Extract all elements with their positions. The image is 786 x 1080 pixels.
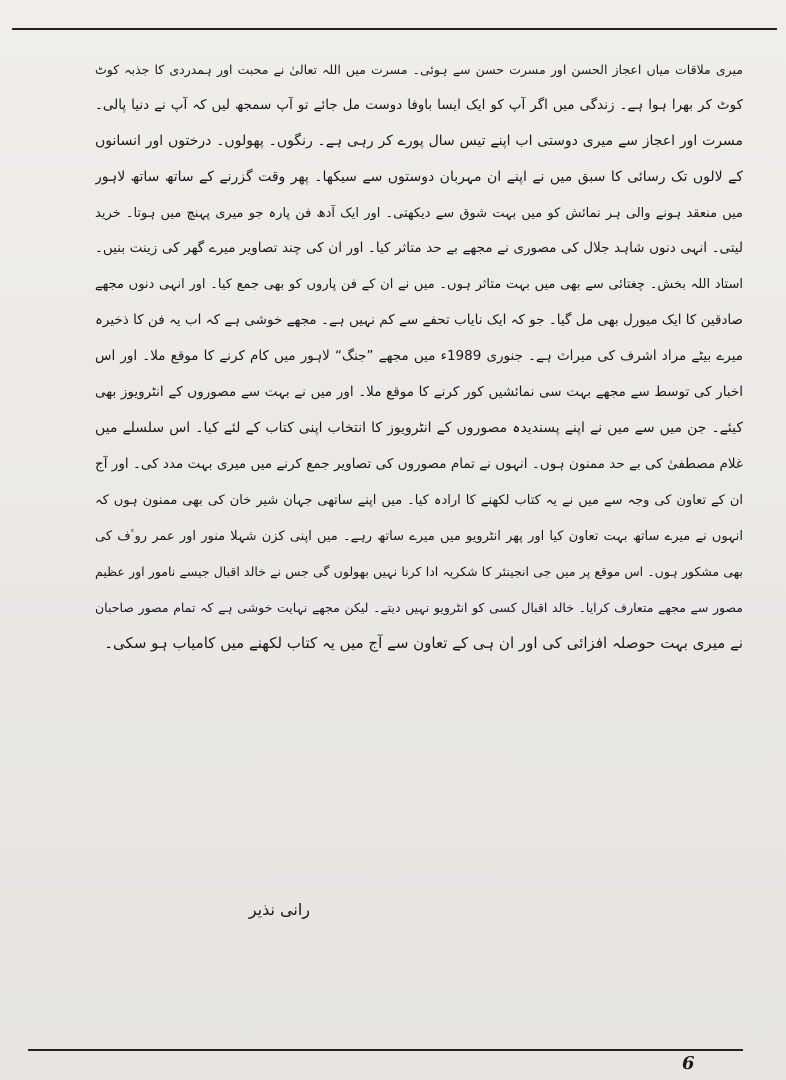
paragraph-line: مصور سے مجھے متعارف کرایا۔ خالد اقبال کسی کو انٹرویو نہیں دیتے۔ لیکن مجھے نہایت خوشی ہے کہ تمام مصور صاحبان — [95, 600, 743, 616]
paragraph-line: بھی مشکور ہوں۔ اس موقع پر میں جی انجینئر کا شکریہ ادا کرنا نہیں بھولوں گی جس نے خالد اقبال جیسے نامور اور عظیم — [95, 564, 743, 580]
paragraph-line: انہوں نے میرے ساتھ بہت تعاون کیا اور پھر انٹرویو میں میرے ساتھ رہے۔ میں اپنی کزن شہلا منور اور عمر روٴف کی — [95, 528, 743, 544]
paragraph-line: لیتی۔ انہی دنوں شاہد جلال کی مصوری نے مجھے بے حد متاثر کیا۔ اور ان کی چند تصاویر میرے گھر کی زینت بنیں۔ — [95, 240, 743, 257]
paragraph-line-last: نے میری بہت حوصلہ افزائی کی اور ان ہی کے تعاون سے آج میں یہ کتاب لکھنے میں کامیاب ہو سکی۔ — [104, 634, 743, 653]
paragraph-line: کوٹ کر بھرا ہوا ہے۔ زندگی میں اگر آپ کو ایک ایسا باوفا دوست مل جائے تو آپ سمجھ لیں کہ آپ نے دنیا پالی۔ — [95, 96, 743, 113]
paragraph-line: میری ملاقات میاں اعجاز الحسن اور مسرت حسن سے ہوئی۔ مسرت میں اللہ تعالیٰ نے محبت اور ہمدردی کا جذبہ کوٹ — [95, 62, 743, 77]
paragraph-line: کے لالوں تک رسائی کا سبق میں نے اپنے ان مہربان دوستوں سے سیکھا۔ پھر وقت گزرنے کے ساتھ ساتھ لاہور — [95, 168, 743, 185]
paragraph-line: مسرت اور اعجاز سے میری دوستی اب اپنے تیس سال پورے کر رہی ہے۔ رنگوں۔ پھولوں۔ درختوں اور انسانوں — [95, 132, 743, 149]
body-paragraph — [95, 52, 743, 662]
top-rule — [12, 28, 777, 30]
paragraph-line: میں منعقد ہونے والی ہر نمائش کو میں بہت شوق سے دیکھتی۔ اور ایک آدھ فن پارہ جو میری پہنچ میں ہوتا۔ خرید — [95, 205, 743, 221]
bottom-rule — [28, 1049, 743, 1051]
author-signature: رانی نذیر — [248, 900, 310, 919]
page-number: 6 — [682, 1053, 695, 1074]
paragraph-line: صادقین کا ایک میورل بھی مل گیا۔ جو کہ ایک نایاب تحفے سے کم نہیں ہے۔ مجھے خوشی ہے کہ اب یہ فن کا ذخیرہ — [95, 312, 743, 329]
paragraph-line: اخبار کی توسط سے مجھے بہت سی نمائشیں کور کرنے کا موقع ملا۔ اور میں نے بہت سے مصوروں کے انٹرویوز بھی — [95, 384, 743, 401]
paragraph-line: میرے بیٹے مراد اشرف کی میراث ہے۔ جنوری 1989ء میں مجھے ”جنگ“ لاہور میں کام کرنے کا موقع ملا۔ اور اس — [95, 348, 743, 365]
paragraph-line: کیئے۔ جن میں سے میں نے اپنے پسندیدہ مصوروں کے انٹرویوز کا انتخاب اپنی کتاب کے لئے کیا۔ اس سلسلے میں — [95, 419, 743, 436]
paragraph-line: ان کے تعاون کی وجہ سے میں نے یہ کتاب لکھنے کا ارادہ کیا۔ میں اپنے ساتھی جہان شیر خان کی بھی ممنون ہوں کہ — [95, 492, 743, 508]
paragraph-line: غلام مصطفیٰ کی بے حد ممنون ہوں۔ انہوں نے تمام مصوروں کی تصاویر جمع کرنے میں میری بہت مدد کی۔ اور آج — [95, 455, 743, 472]
paragraph-line: استاد اللہ بخش۔ چغتائی سے بھی میں بہت متاثر ہوں۔ میں نے ان کے فن پاروں کو بھی جمع کیا۔ اور انہی دنوں مجھے — [95, 277, 743, 293]
